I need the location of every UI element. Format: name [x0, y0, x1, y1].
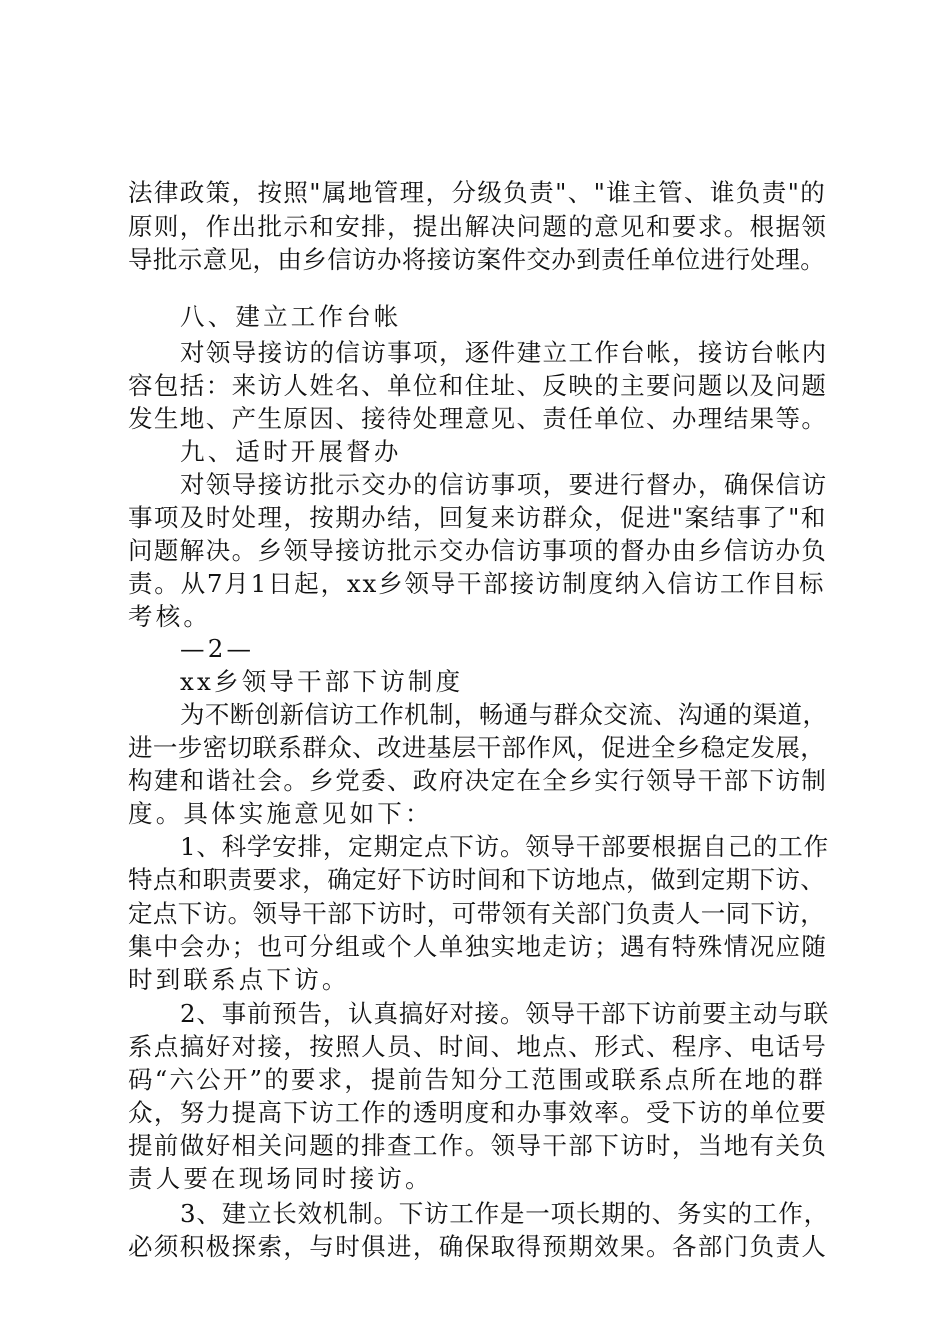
paragraph-line: 导批示意见，由乡信访办将接访案件交办到责任单位进行处理。: [128, 245, 826, 274]
page-number: —2—: [180, 634, 255, 663]
paragraph-line: 考核。: [128, 602, 212, 631]
paragraph-line: 问题解决。乡领导接访批示交办信访事项的督办由乡信访办负: [128, 536, 828, 565]
paragraph-line: 2、事前预告，认真搞好对接。领导干部下访前要主动与联: [180, 999, 829, 1028]
paragraph-line: 3、建立长效机制。下访工作是一项长期的、务实的工作，: [180, 1199, 829, 1228]
paragraph-line: 对领导接访批示交办的信访事项，要进行督办，确保信访: [180, 470, 828, 499]
paragraph-line: 码“六公开”的要求，提前告知分工范围或联系点所在地的群: [128, 1065, 825, 1094]
document-title: xx乡领导干部下访制度: [180, 667, 464, 696]
paragraph-line: 责人要在现场同时接访。: [128, 1164, 433, 1193]
paragraph-line: 事项及时处理，按期办结，回复来访群众，促进"案结事了"和: [128, 503, 827, 532]
paragraph-line: 系点搞好对接，按照人员、时间、地点、形式、程序、电话号: [128, 1032, 828, 1061]
paragraph-line: 1、科学安排，定期定点下访。领导干部要根据自己的工作: [180, 832, 829, 861]
paragraph-line: 进一步密切联系群众、改进基层干部作风，促进全乡稳定发展，: [128, 733, 826, 762]
section-heading: 八、建立工作台帐: [180, 302, 402, 331]
paragraph-line: 原则，作出批示和安排，提出解决问题的意见和要求。根据领: [128, 212, 828, 241]
paragraph-line: 时到联系点下访。: [128, 965, 350, 994]
paragraph-line: 法律政策，按照"属地管理，分级负责"、"谁主管、谁负责"的: [128, 178, 827, 207]
paragraph-line: 必须积极探索，与时俱进，确保取得预期效果。各部门负责人: [128, 1232, 828, 1261]
paragraph-line: 容包括：来访人姓名、单位和住址、反映的主要问题以及问题: [128, 371, 828, 400]
paragraph-line: 为不断创新信访工作机制，畅通与群众交流、沟通的渠道，: [180, 700, 828, 729]
paragraph-line: 度。具体实施意见如下：: [128, 799, 433, 828]
section-heading: 九、适时开展督办: [180, 437, 402, 466]
paragraph-line: 定点下访。领导干部下访时，可带领有关部门负责人一同下访，: [128, 899, 826, 928]
paragraph-line: 众，努力提高下访工作的透明度和办事效率。受下访的单位要: [128, 1098, 828, 1127]
paragraph-line: 发生地、产生原因、接待处理意见、责任单位、办理结果等。: [128, 404, 828, 433]
paragraph-line: 构建和谐社会。乡党委、政府决定在全乡实行领导干部下访制: [128, 766, 828, 795]
paragraph-line: 提前做好相关问题的排查工作。领导干部下访时，当地有关负: [128, 1131, 828, 1160]
paragraph-line: 责。从7月1日起，xx乡领导干部接访制度纳入信访工作目标: [128, 569, 826, 598]
paragraph-line: 对领导接访的信访事项，逐件建立工作台帐，接访台帐内: [180, 338, 828, 367]
paragraph-line: 集中会办；也可分组或个人单独实地走访；遇有特殊情况应随: [128, 932, 828, 961]
paragraph-line: 特点和职责要求，确定好下访时间和下访地点，做到定期下访、: [128, 865, 826, 894]
